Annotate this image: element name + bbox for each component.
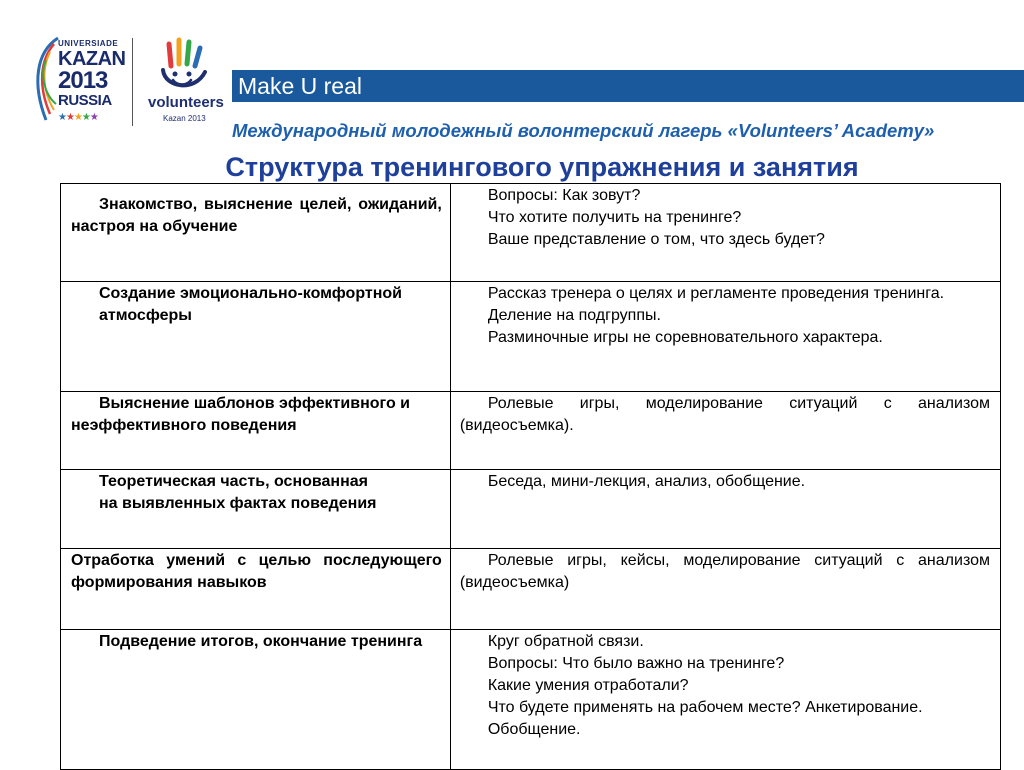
stage-cell (61, 392, 451, 470)
method-text: Обобщение. (487, 721, 581, 738)
stage-text: Выяснение шаблонов эффективного и неэффективного поведения (71, 395, 411, 434)
table-row (61, 470, 1001, 549)
table-row (61, 392, 1001, 470)
universiade-logo (28, 34, 124, 130)
method-text: Беседа, мини-лекция, анализ, обобщение. (487, 473, 806, 490)
method-text: Вопросы: Как зовут? (487, 187, 641, 204)
universiade-wordmark (58, 40, 126, 108)
method-text: Ролевые игры, моделирование ситуаций с анализом (видеосъемка). (459, 395, 990, 434)
header-banner (232, 70, 1024, 102)
method-cell (450, 184, 1000, 282)
universiade-line2: KAZAN (58, 48, 126, 70)
method-text: Что хотите получить на тренинге? (487, 209, 742, 226)
table-row (61, 549, 1001, 630)
universiade-line1: UNIVERSIADE (58, 39, 119, 48)
banner-text: Make U real (238, 73, 362, 99)
structure-table (60, 183, 1001, 770)
logo-divider (132, 38, 133, 126)
method-cell (450, 282, 1000, 392)
stage-cell (61, 549, 451, 630)
volunteers-hand-icon (145, 36, 230, 94)
method-cell (450, 630, 1000, 770)
volunteers-logo (145, 36, 230, 128)
stage-cell (61, 470, 451, 549)
method-text: Рассказ тренера о целях и регламенте проведения тренинга. (487, 285, 945, 302)
stage-cell (61, 282, 451, 392)
stage-text: Создание эмоционально-комфортной (99, 285, 402, 302)
stage-cell (61, 184, 451, 282)
method-text: Ваше представление о том, что здесь будет? (487, 231, 825, 248)
table-row (61, 630, 1001, 770)
method-text: Что будете применять на рабочем месте? Анкетирование. (487, 699, 923, 716)
stage-text: Знакомство, выяснение целей, ожиданий, настроя на обучение (71, 196, 442, 235)
method-cell (450, 392, 1000, 470)
universiade-line3: 2013 (58, 67, 108, 94)
stage-text: атмосферы (99, 307, 192, 324)
table-row (61, 282, 1001, 392)
method-cell (450, 470, 1000, 549)
camp-title: Международный молодежный волонтерский лагерь «Volunteers’ Academy» (232, 120, 935, 141)
method-cell (450, 549, 1000, 630)
stage-text: на выявленных фактах поведения (99, 495, 377, 512)
method-text: Ролевые игры, кейсы, моделирование ситуаций с анализом (видеосъемка) (459, 552, 990, 591)
method-text: Круг обратной связи. (487, 633, 644, 650)
method-text: Деление на подгруппы. (487, 307, 661, 324)
stage-cell (61, 630, 451, 770)
table-row (61, 184, 1001, 282)
method-text: Разминочные игры не соревновательного характера. (487, 329, 883, 346)
stars-icon: ★★★★★ (58, 112, 98, 123)
page-title: Структура тренингового упражнения и занятия (225, 152, 859, 182)
universiade-line4: RUSSIA (58, 92, 112, 109)
stage-text: Теоретическая часть, основанная (99, 473, 368, 490)
method-text: Вопросы: Что было важно на тренинге? (487, 655, 785, 672)
volunteers-word: volunteers (148, 94, 224, 111)
stage-text: Подведение итогов, окончание тренинга (99, 633, 423, 650)
method-text: Какие умения отработали? (487, 677, 689, 694)
stage-text: Отработка умений с целью последующего формирования навыков (71, 552, 442, 591)
volunteers-sub: Kazan 2013 (163, 114, 206, 123)
